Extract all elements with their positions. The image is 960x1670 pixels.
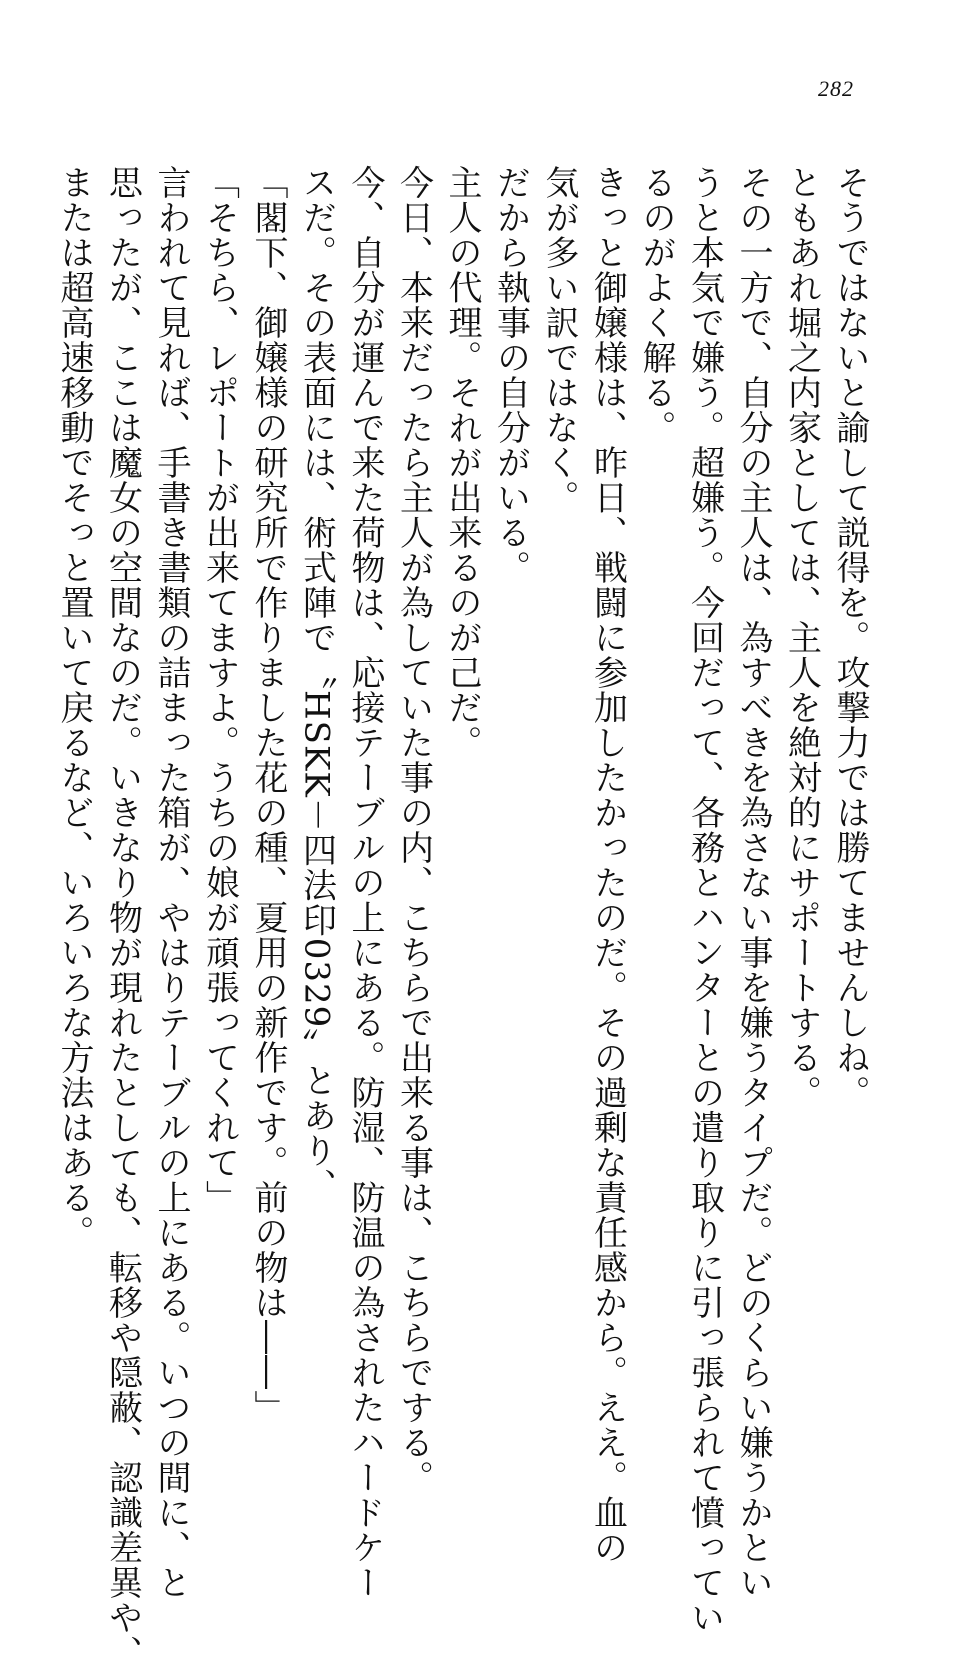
- text-line: 「閣下、御嬢様の研究所で作りました花の種、夏用の新作です。前の物は――」: [248, 165, 288, 1425]
- text-line: スだ。その表面には、術式陣で〝HSKK－四法印0329〟とあり、: [296, 165, 337, 1204]
- text-line: うと本気で嫌う。超嫌う。今回だって、各務とハンターとの遣り取りに引っ張られて憤ってい: [684, 165, 725, 1635]
- text-line: 「そちら、レポートが出来てますよ。うちの娘が頑張ってくれて」: [199, 165, 240, 1215]
- text-line: きっと御嬢様は、昨日、戦闘に参加したかったのだ。その過剰な責任感から。ええ。血の: [587, 165, 628, 1565]
- body-text: [54, 165, 874, 1670]
- text-line: 主人の代理。それが出来るのが己だ。: [442, 165, 482, 760]
- text-line: 今日、本来だったら主人が為していた事の内、こちらで出来る事は、こちらでする。: [393, 165, 434, 1495]
- text-line: るのがよく解る。: [636, 165, 676, 445]
- text-line: 今、自分が運んで来た荷物は、応接テーブルの上にある。防湿、防温の為されたハードケー: [345, 165, 385, 1600]
- text-line: その一方で、自分の主人は、為すべきを為さない事を嫌うタイプだ。どのくらい嫌うかとい: [733, 165, 773, 1600]
- text-line: または超高速移動でそっと置いて戻るなど、いろいろな方法はある。: [54, 165, 94, 1250]
- text-line: 気が多い訳ではなく。: [539, 165, 579, 515]
- text-line: 思ったが、ここは魔女の空間なのだ。いきなり物が現れたとしても、転移や隠蔽、認識差異や、: [102, 165, 143, 1670]
- text-line: そうではないと諭して説得を。攻撃力では勝てませんしね。: [830, 165, 870, 1110]
- text-line: ともあれ堀之内家としては、主人を絶対的にサポートする。: [781, 165, 822, 1110]
- page-number: 282: [818, 76, 854, 101]
- text-line: だから執事の自分がいる。: [490, 165, 531, 585]
- text-line: 言われて見れば、手書き書類の詰まった箱が、やはりテーブルの上にある。いつの間に、と: [151, 165, 191, 1600]
